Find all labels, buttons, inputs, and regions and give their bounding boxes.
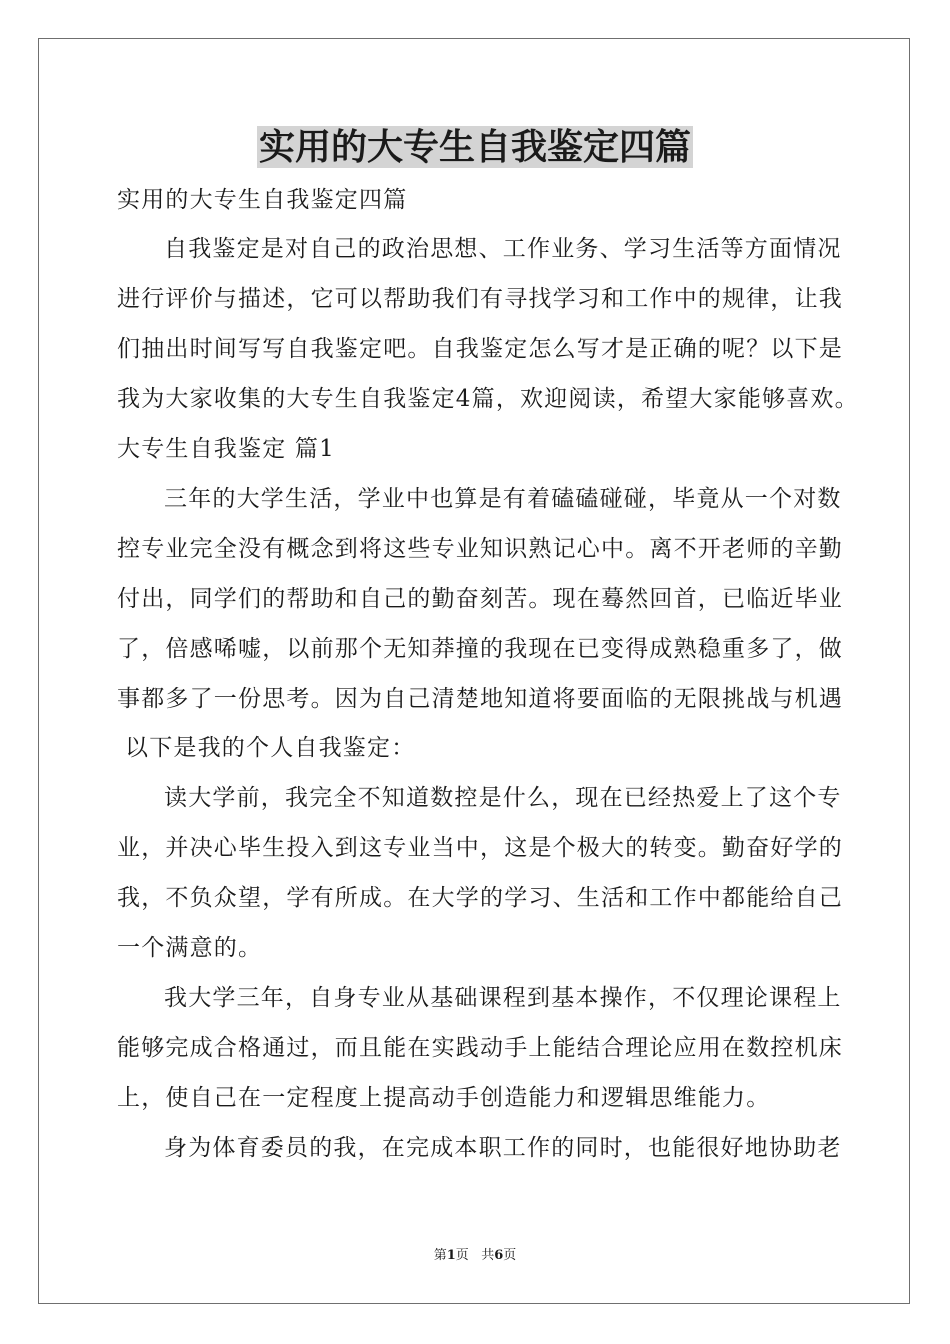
paragraph-line: 了，倍感唏嘘，以前那个无知莽撞的我现在已变得成熟稳重多了，做 [117,636,843,662]
page-prefix: 第 [433,1248,447,1263]
paragraph-line: 一个满意的。 [117,935,263,961]
document-title [0,122,950,172]
section-heading: 大专生自我鉴定 篇1 [117,436,335,462]
paragraph-line: 读大学前，我完全不知道数控是什么，现在已经热爱上了这个专 [164,785,842,811]
document-title-text: 实用的大专生自我鉴定四篇 [258,126,691,168]
paragraph-line: 自我鉴定是对自己的政治思想、工作业务、学习生活等方面情况 [164,236,842,262]
total-suffix: 页 [503,1248,517,1263]
paragraph-line: 上，使自己在一定程度上提高动手创造能力和逻辑思维能力。 [117,1085,771,1111]
paragraph-line: 业，并决心毕生投入到这专业当中，这是个极大的转变。勤奋好学的 [117,835,843,861]
subtitle-line: 实用的大专生自我鉴定四篇 [117,187,408,213]
page-total: 6 [494,1248,504,1263]
paragraph-line: 们抽出时间写写自我鉴定吧。自我鉴定怎么写才是正确的呢？以下是 [117,336,843,362]
paragraph-line: 进行评价与描述，它可以帮助我们有寻找学习和工作中的规律，让我 [117,286,843,312]
total-prefix: 共 [481,1248,495,1263]
paragraph-line: 我大学三年，自身专业从基础课程到基本操作，不仅理论课程上 [164,985,842,1011]
paragraph-line: 事都多了一份思考。因为自己清楚地知道将要面临的无限挑战与机遇 [117,686,843,712]
paragraph-line: 以下是我的个人自我鉴定： [125,735,416,761]
page-current: 1 [446,1248,456,1263]
page-footer [0,1247,950,1265]
paragraph-line: 我为大家收集的大专生自我鉴定4篇，欢迎阅读，希望大家能够喜欢。 [117,386,859,412]
paragraph-line: 三年的大学生活，学业中也算是有着磕磕碰碰，毕竟从一个对数 [164,486,842,512]
paragraph-line: 身为体育委员的我，在完成本职工作的同时，也能很好地协助老 [164,1135,842,1161]
paragraph-line: 能够完成合格通过，而且能在实践动手上能结合理论应用在数控机床 [117,1035,843,1061]
paragraph-line: 我，不负众望，学有所成。在大学的学习、生活和工作中都能给自己 [117,885,843,911]
paragraph-line: 付出，同学们的帮助和自己的勤奋刻苦。现在蓦然回首，已临近毕业 [117,586,843,612]
paragraph-line: 控专业完全没有概念到将这些专业知识熟记心中。离不开老师的辛勤 [117,536,843,562]
page-suffix: 页 [455,1248,469,1263]
